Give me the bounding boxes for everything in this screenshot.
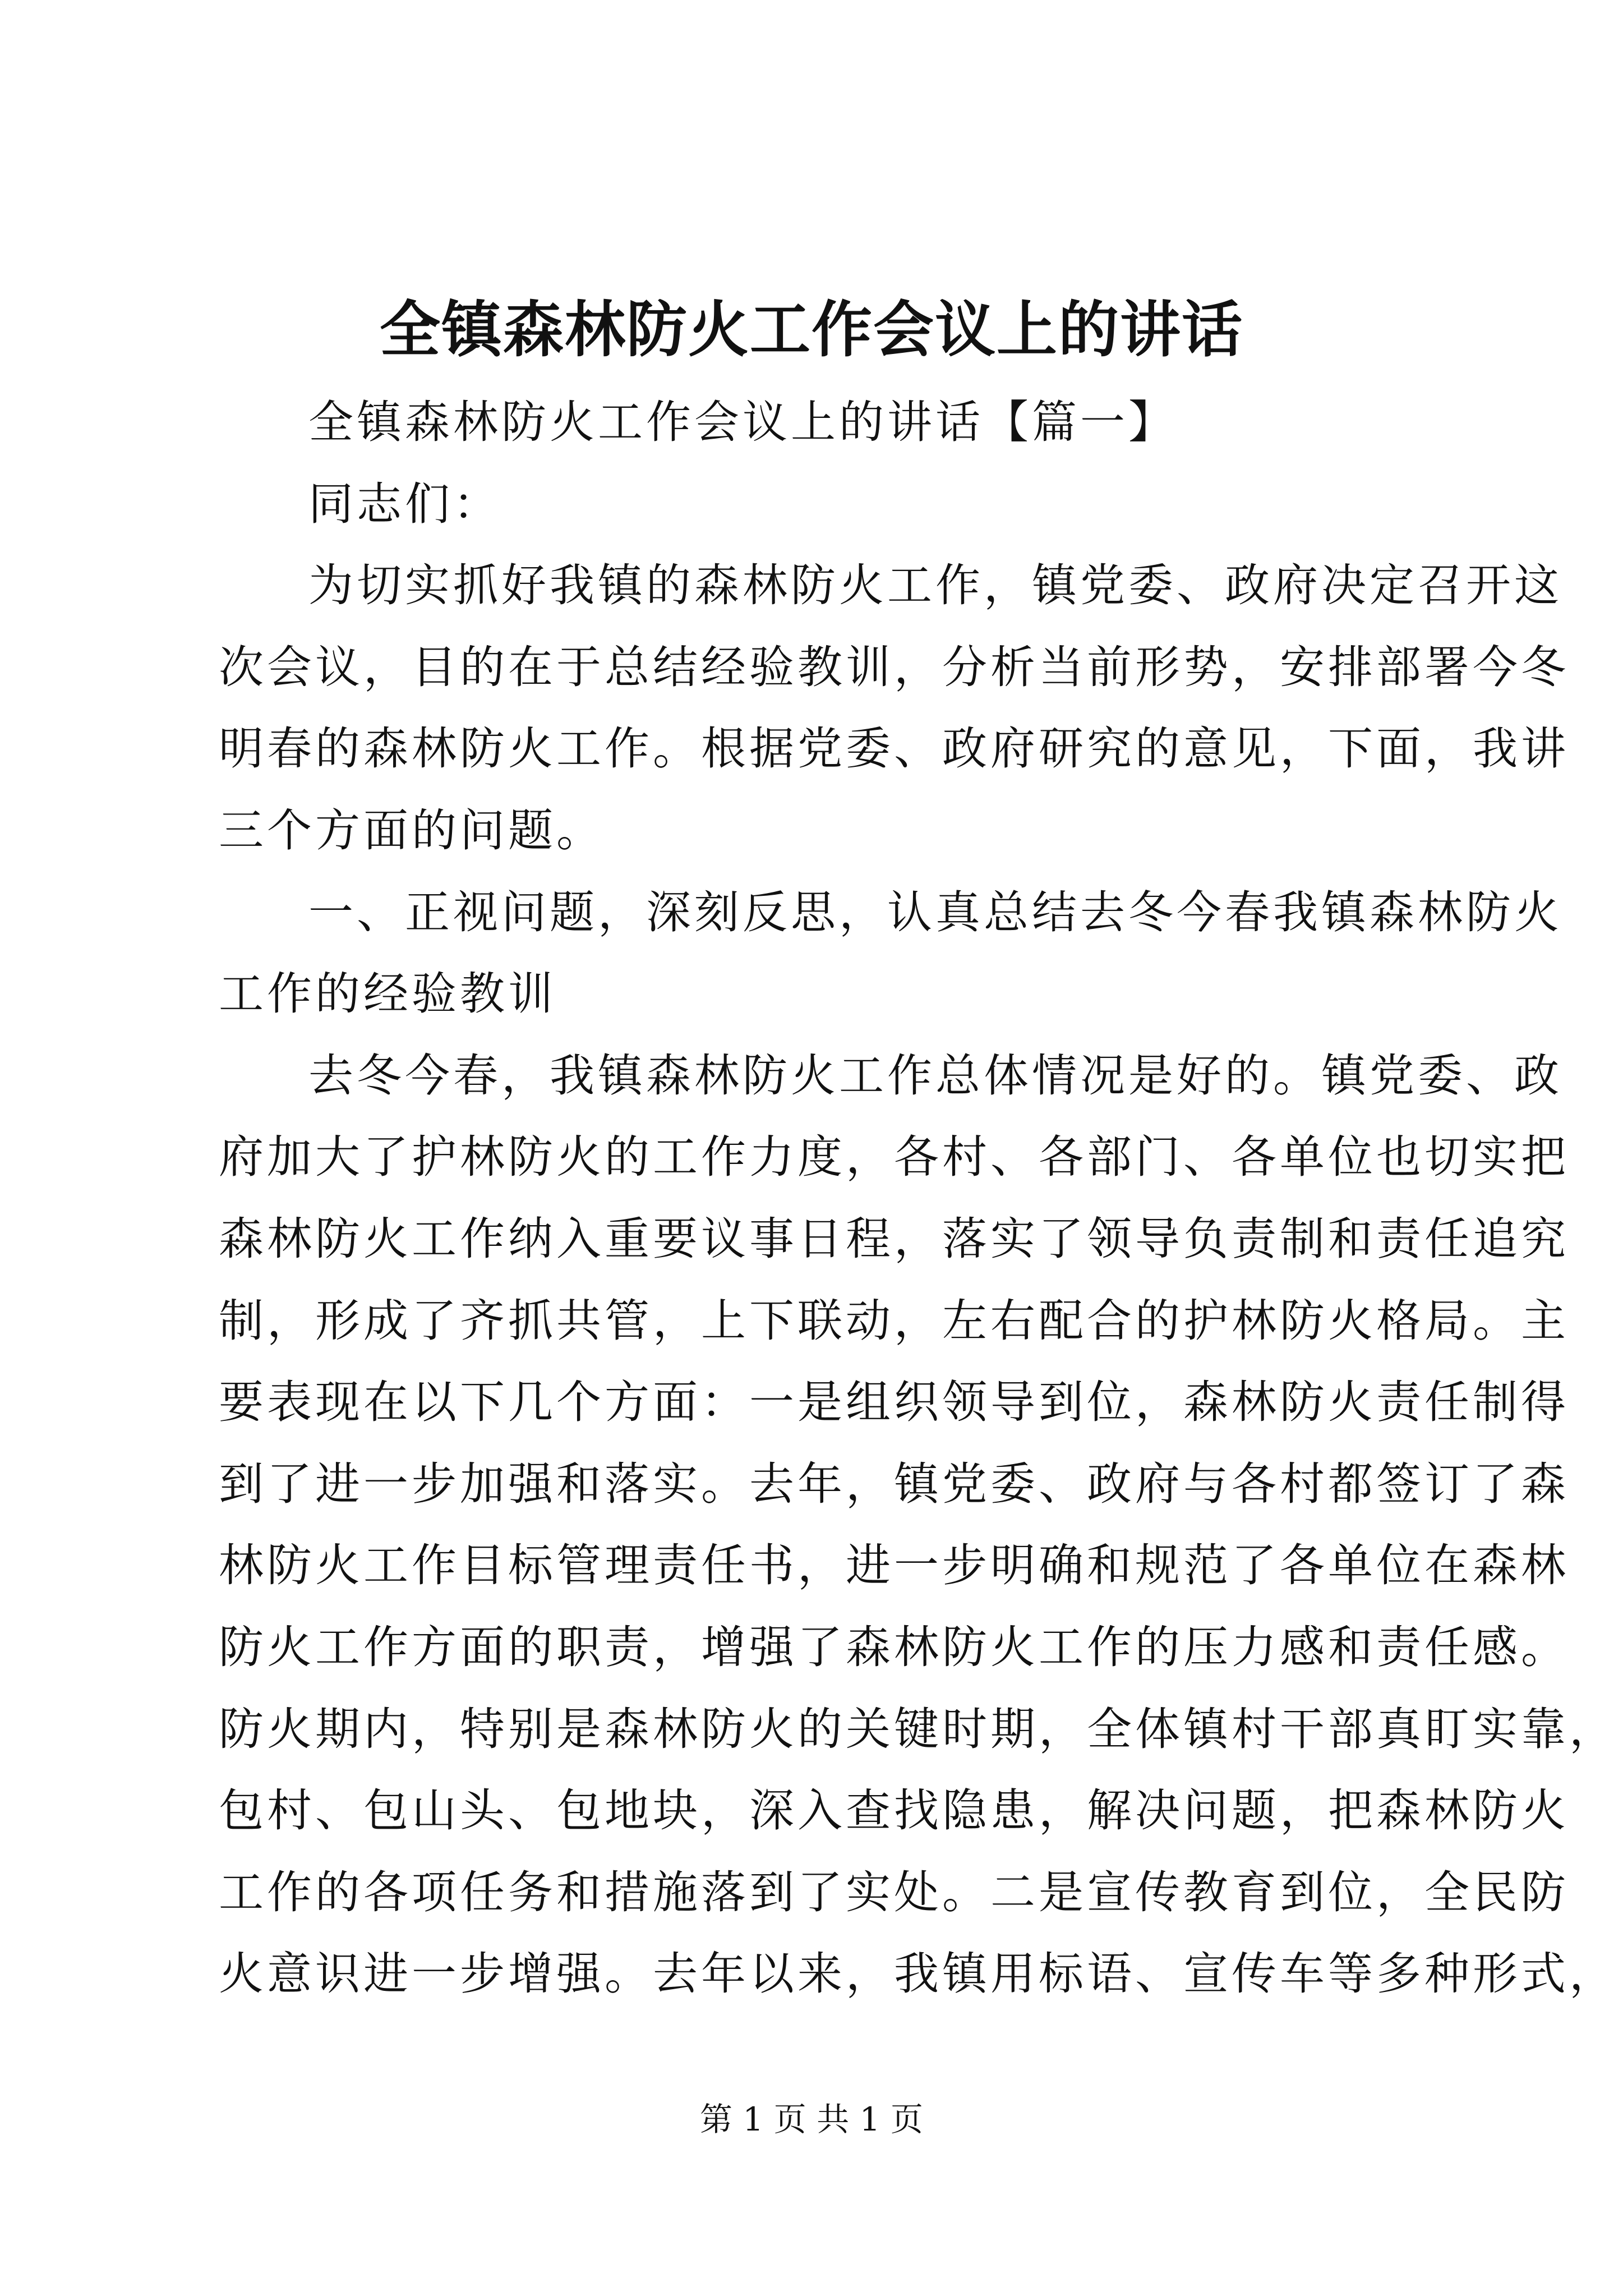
body-line: 到了进一步加强和落实。去年，镇党委、政府与各村都签订了森 xyxy=(219,1457,1569,1510)
body-line: 包村、包山头、包地块，深入查找隐患，解决问题，把森林防火 xyxy=(219,1784,1569,1837)
body-line: 同志们： xyxy=(308,477,501,530)
body-line: 林防火工作目标管理责任书，进一步明确和规范了各单位在森林 xyxy=(219,1539,1569,1592)
body-line: 森林防火工作纳入重要议事日程，落实了领导负责制和责任追究 xyxy=(219,1212,1569,1265)
body-line: 去冬今春，我镇森林防火工作总体情况是好的。镇党委、政 xyxy=(308,1049,1562,1102)
body-line: 为切实抓好我镇的森林防火工作，镇党委、政府决定召开这 xyxy=(308,559,1562,612)
body-line: 火意识进一步增强。去年以来，我镇用标语、宣传车等多种形式， xyxy=(219,1948,1617,2000)
body-line: 明春的森林防火工作。根据党委、政府研究的意见，下面，我讲 xyxy=(219,723,1569,775)
body-line: 次会议，目的在于总结经验教训，分析当前形势，安排部署今冬 xyxy=(219,641,1569,693)
body-line: 防火期内，特别是森林防火的关键时期，全体镇村干部真盯实靠， xyxy=(219,1703,1617,1755)
body-line: 防火工作方面的职责，增强了森林防火工作的压力感和责任感。 xyxy=(219,1621,1569,1673)
document-title: 全镇森林防火工作会议上的讲话 xyxy=(379,295,1243,365)
body-line: 府加大了护林防火的工作力度，各村、各部门、各单位也切实把 xyxy=(219,1131,1569,1184)
body-line: 制，形成了齐抓共管，上下联动，左右配合的护林防火格局。主 xyxy=(219,1294,1569,1347)
document-body xyxy=(219,381,1617,2015)
body-line: 全镇森林防火工作会议上的讲话【篇一】 xyxy=(308,396,1177,448)
body-line: 三个方面的问题。 xyxy=(219,804,605,857)
body-line: 工作的各项任务和措施落到了实处。二是宣传教育到位，全民防 xyxy=(219,1866,1569,1918)
body-line: 一、正视问题，深刻反思，认真总结去冬今春我镇森林防火 xyxy=(308,886,1562,938)
body-line: 工作的经验教训 xyxy=(219,968,556,1020)
body-line: 要表现在以下几个方面：一是组织领导到位，森林防火责任制得 xyxy=(219,1376,1569,1429)
page-number-footer: 第 1 页 共 1 页 xyxy=(700,2100,923,2138)
